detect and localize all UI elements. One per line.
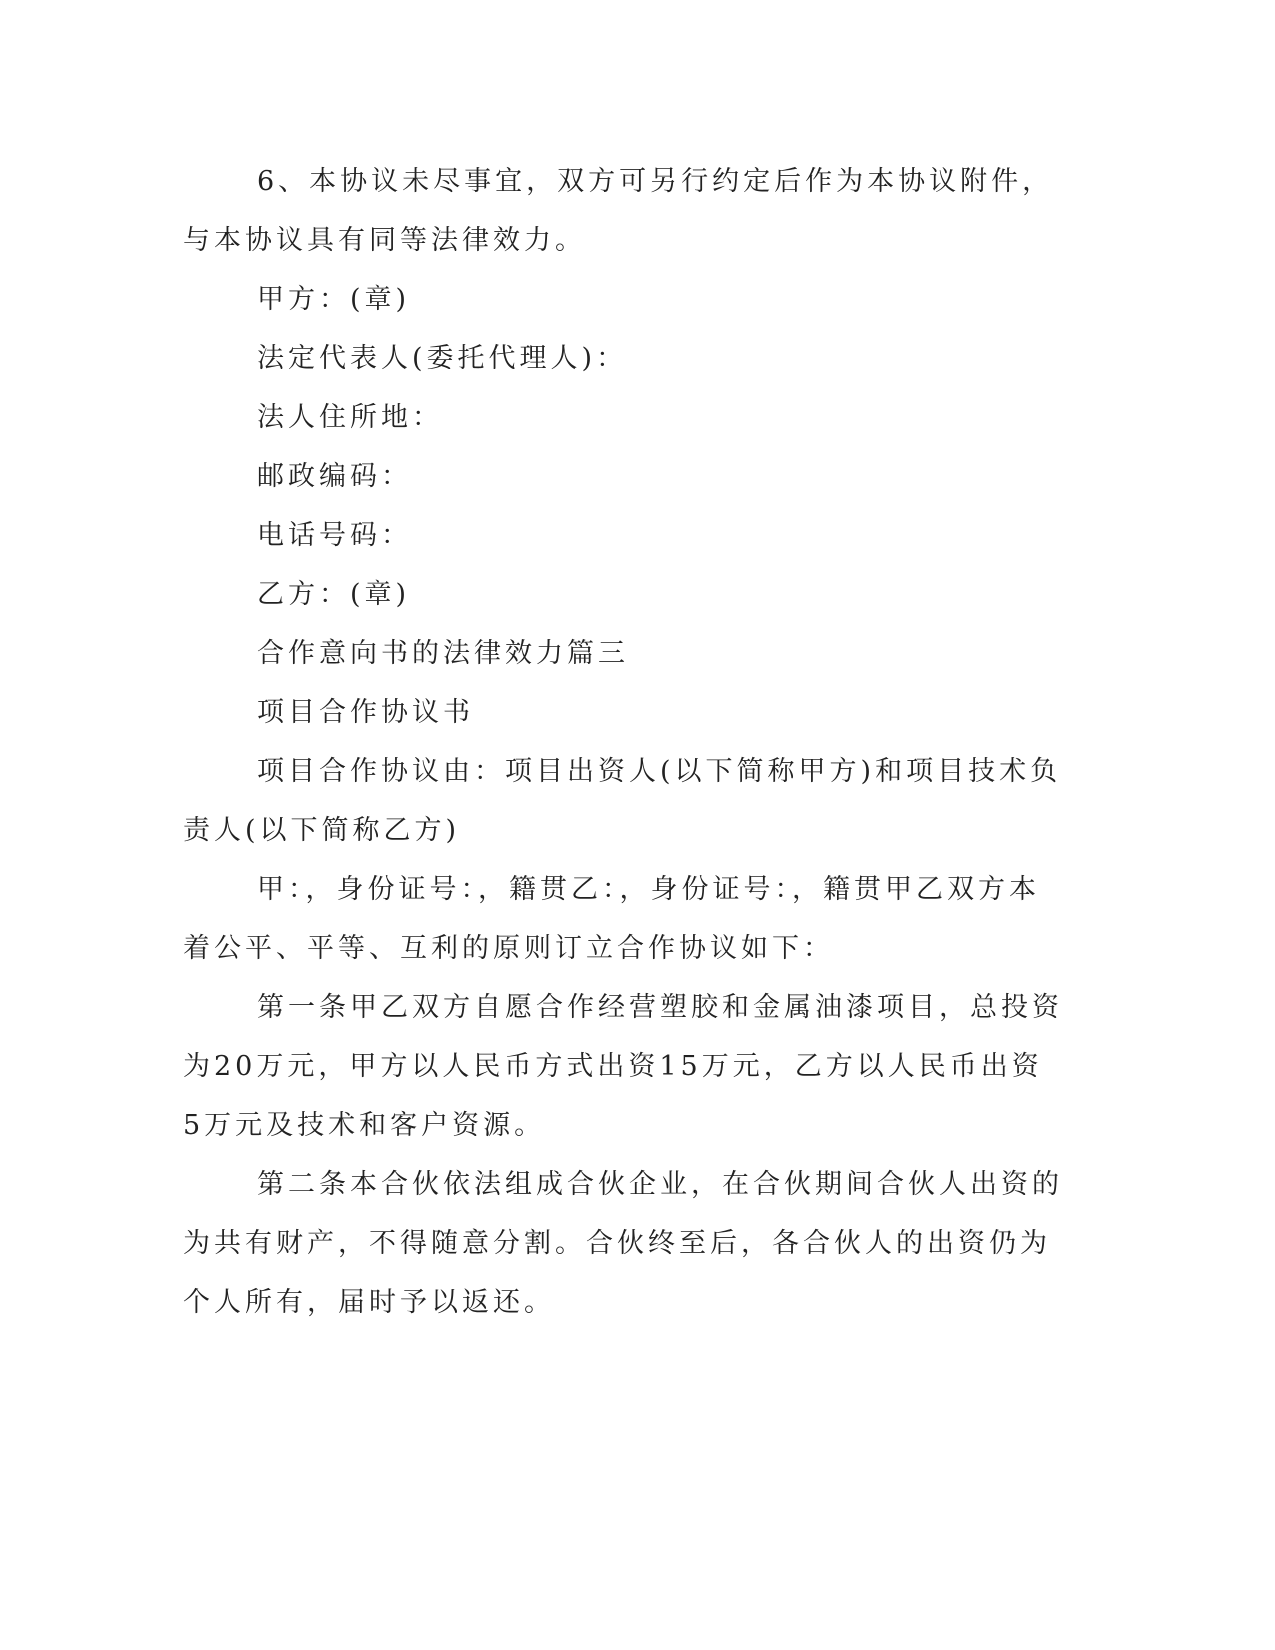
agreement-intro: 项目合作协议由：项目出资人(以下简称甲方)和项目技术负责人(以下简称乙方) [183, 756, 1062, 846]
agreement-title: 项目合作协议书 [257, 697, 474, 728]
postal-code: 邮政编码： [257, 461, 412, 492]
section-heading: 合作意向书的法律效力篇三 [257, 638, 629, 669]
article-2: 第二条本合伙依法组成合伙企业，在合伙期间合伙人出资的为共有财产，不得随意分割。合伙终至后，各合伙人的出资仍为个人所有，届时予以返还。 [183, 1169, 1063, 1318]
phone-number: 电话号码： [257, 520, 412, 551]
parties-info: 甲：，身份证号：，籍贯乙：，身份证号：，籍贯甲乙双方本着公平、平等、互利的原则订立合作协议如下： [183, 874, 1040, 964]
article-1: 第一条甲乙双方自愿合作经营塑胶和金属油漆项目，总投资为20万元，甲方以人民币方式出资15万元，乙方以人民币出资5万元及技术和客户资源。 [183, 992, 1063, 1141]
party-b-seal: 乙方：(章) [257, 579, 411, 610]
document-body [183, 152, 1063, 1332]
legal-representative: 法定代表人(委托代理人)： [257, 343, 628, 374]
legal-address: 法人住所地： [257, 402, 443, 433]
party-a-seal: 甲方：(章) [257, 284, 411, 315]
paragraph-clause-6: 6、本协议未尽事宜，双方可另行约定后作为本协议附件，与本协议具有同等法律效力。 [183, 166, 1054, 256]
